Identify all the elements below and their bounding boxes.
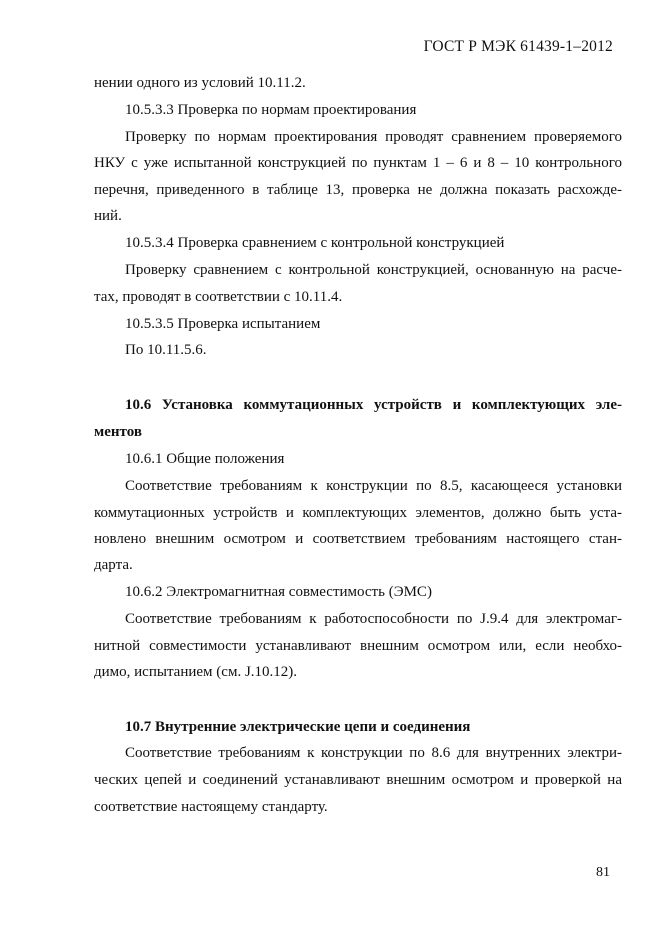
text-line: димо, испытанием (см. J.10.12). <box>94 664 298 680</box>
text-line: нитной совместимости устанавливают внешним осмотром или, если необхо- <box>94 638 622 654</box>
section-heading: 10.5.3.5 Проверка испытанием <box>125 316 321 332</box>
text-line: коммутационных устройств и комплектующих элементов, должно быть уста- <box>94 505 622 521</box>
section-heading: 10.6.1 Общие положения <box>125 451 285 467</box>
page-number: 81 <box>596 865 610 880</box>
text-line: соответствие настоящему стандарту. <box>94 799 328 815</box>
text-line: перечня, приведенного в таблице 13, проверка не должна показать расхожде- <box>94 182 622 198</box>
text-line: ний. <box>94 208 122 224</box>
text-line: нении одного из условий 10.11.2. <box>94 75 306 91</box>
text-line: Проверку по нормам проектирования проводят сравнением проверяемого <box>125 129 622 145</box>
section-heading: 10.5.3.3 Проверка по нормам проектирования <box>125 102 417 118</box>
text-line: новлено внешним осмотром и соответствием требованиям настоящего стан- <box>94 531 622 547</box>
text-line: ческих цепей и соединений устанавливают внешним осмотром и проверкой на <box>94 772 622 788</box>
section-heading: 10.5.3.4 Проверка сравнением с контрольной конструкцией <box>125 235 505 251</box>
text-line: Соответствие требованиям к конструкции по 8.6 для внутренних электри- <box>125 745 622 761</box>
text-line: По 10.11.5.6. <box>125 342 207 358</box>
document-header: ГОСТ Р МЭК 61439-1–2012 <box>423 38 613 55</box>
text-line: тах, проводят в соответствии с 10.11.4. <box>94 289 343 305</box>
section-title: 10.6 Установка коммутационных устройств и комплектующих эле- <box>125 397 622 413</box>
section-title: ментов <box>94 424 142 440</box>
section-title: 10.7 Внутренние электрические цепи и соединения <box>125 719 471 735</box>
text-line: Соответствие требованиям к работоспособности по J.9.4 для электромаг- <box>125 611 622 627</box>
section-heading: 10.6.2 Электромагнитная совместимость (ЭМС) <box>125 584 432 600</box>
text-line: НКУ с уже испытанной конструкцией по пунктам 1 – 6 и 8 – 10 контрольного <box>94 155 622 171</box>
text-line: Проверку сравнением с контрольной конструкцией, основанную на расче- <box>125 262 622 278</box>
text-line: Соответствие требованиям к конструкции по 8.5, касающееся установки <box>125 478 622 494</box>
text-line: дарта. <box>94 557 133 573</box>
